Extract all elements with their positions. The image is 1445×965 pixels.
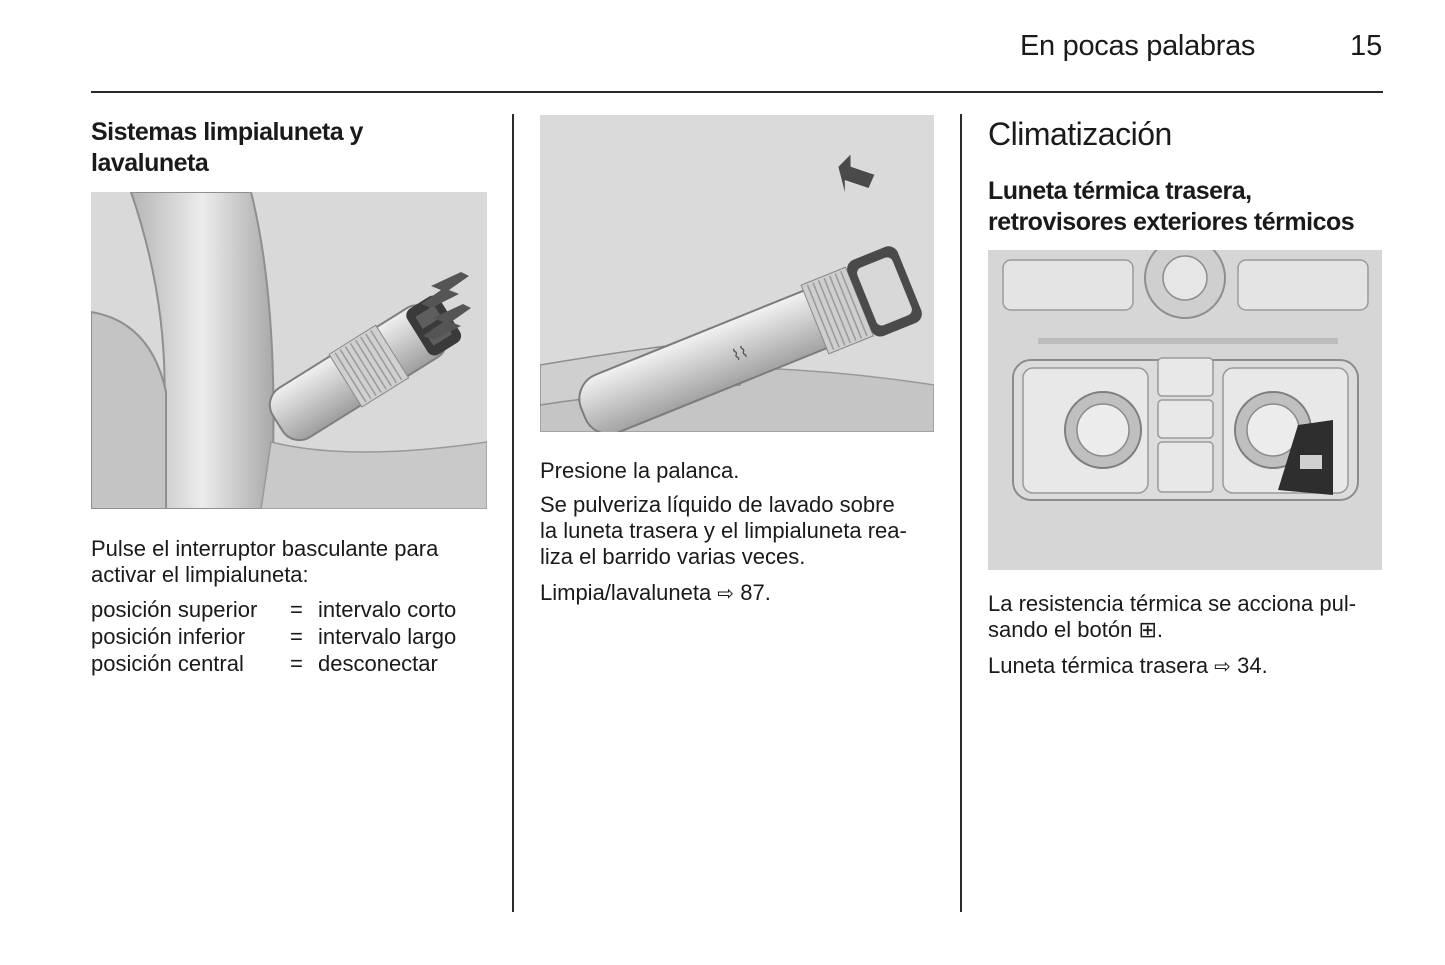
text-fragment: sando el botón — [988, 617, 1133, 642]
table-row — [91, 650, 456, 677]
text-line — [988, 617, 1388, 643]
equals-cell: = — [290, 651, 303, 676]
text-line: Pulse el interruptor basculante para — [91, 536, 439, 561]
position-cell: posición central — [91, 651, 244, 676]
page-reference-icon: ⇨ — [1214, 656, 1231, 678]
equals-cell: = — [290, 624, 303, 649]
section-heading-rear-wiper — [91, 117, 363, 179]
illustration-wiper-lever — [540, 115, 934, 432]
figure-wiper-lever-press — [540, 115, 934, 432]
figure-wiper-stalk-rocker — [91, 192, 487, 509]
heading-line: retrovisores exteriores térmicos — [988, 208, 1355, 236]
value-cell: intervalo largo — [318, 624, 457, 649]
col2-description — [540, 492, 940, 570]
equals-cell: = — [290, 597, 303, 622]
column-divider-2 — [960, 114, 962, 912]
text-line: Se pulveriza líquido de lavado sobre — [540, 492, 895, 517]
section-heading-heated-rear-window — [988, 176, 1354, 238]
col3-description — [988, 591, 1388, 643]
sentence-period: . — [1156, 617, 1164, 642]
page-reference-icon: ⇨ — [717, 583, 735, 605]
col2-cross-reference — [540, 580, 771, 607]
reference-text: Luneta térmica trasera — [988, 653, 1209, 678]
heading-line: Luneta térmica trasera, — [988, 177, 1252, 205]
text-line: liza el barrido varias veces. — [540, 544, 806, 569]
heated-rear-window-button-icon: ⊞ — [1138, 617, 1157, 642]
heading-line: Sistemas limpialuneta y — [91, 118, 363, 146]
col1-instruction — [91, 536, 491, 588]
table-row — [91, 623, 456, 650]
page-number: 15 — [1350, 30, 1383, 62]
value-cell: desconectar — [318, 651, 438, 676]
col2-press-lever: Presione la palanca. — [540, 458, 740, 483]
value-cell: intervalo corto — [318, 597, 457, 622]
text-line: La resistencia térmica se acciona pul- — [988, 591, 1357, 616]
position-table — [91, 596, 456, 677]
position-cell: posición superior — [91, 597, 258, 622]
illustration-climate-control-panel — [988, 250, 1382, 570]
col3-cross-reference — [988, 653, 1268, 680]
reference-page: 87. — [740, 580, 771, 605]
svg-text:⌇⌇: ⌇⌇ — [729, 341, 751, 366]
position-cell: posición inferior — [91, 624, 246, 649]
reference-text: Limpia/lavaluneta — [540, 580, 712, 605]
text-line: activar el limpialuneta: — [91, 562, 309, 587]
running-header-title: En pocas palabras — [1020, 30, 1256, 62]
reference-page: 34. — [1237, 653, 1268, 678]
table-row — [91, 596, 456, 623]
column-divider-1 — [512, 114, 514, 912]
figure-climate-panel — [988, 250, 1382, 570]
header-rule — [91, 91, 1383, 93]
chapter-title: Climatización — [988, 116, 1172, 152]
heading-line: lavaluneta — [91, 149, 209, 177]
text-line: la luneta trasera y el limpialuneta rea- — [540, 518, 907, 543]
illustration-steering-stalk — [91, 192, 487, 509]
